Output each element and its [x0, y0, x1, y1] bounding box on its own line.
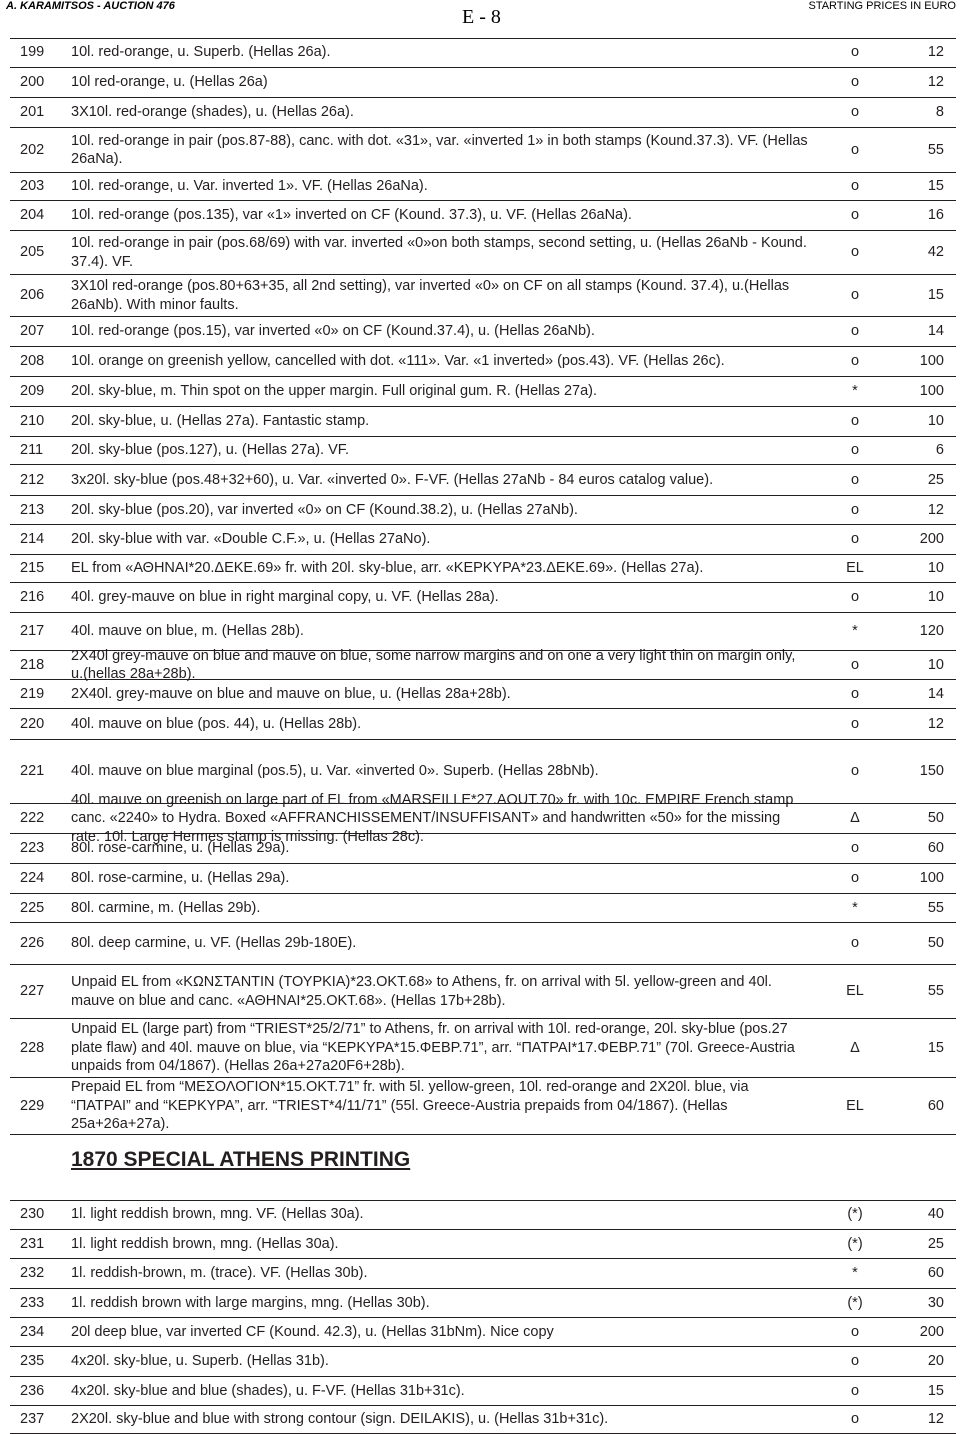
- lot-price: 100: [919, 353, 944, 370]
- lot-description: 10l. red-orange in pair (pos.87-88), canc. with dot. «31», var. «inverted 1» in both stamps (Kound.37.3). VF. (Hellas 26aNa).: [71, 132, 808, 167]
- lot-price: 15: [927, 287, 944, 304]
- lot-price: 14: [927, 323, 944, 340]
- lot-condition: o: [850, 178, 860, 195]
- lot-condition: (*): [847, 1294, 863, 1311]
- lot-price: 10: [927, 589, 944, 606]
- lot-description: Unpaid EL (large part) from “TRIEST*25/2/71” to Athens, fr. on arrival with 10l. red-orange, 20l. sky-blue (pos.27 plate flaw) and 40l. mauve on blue, via “ΚΕΡΚΥΡΑ*15.ΦΕΒΡ.71”, arr. “ΠΑΤΡΑΙ*17.ΦΕΒΡ.71” (70l. Greece-Austria unpaids from 04/1867). (Hellas 26a+27a20F6+28b).: [71, 1021, 795, 1075]
- lot-number: 203: [20, 178, 45, 195]
- lot-description: 10l. orange on greenish yellow, cancelled with dot. «111». Var. «1 inverted» (pos.43). VF. (Hellas 26c).: [71, 353, 725, 370]
- lot-condition: EL: [846, 560, 864, 577]
- lot-number: 210: [20, 413, 45, 430]
- lot-price: 120: [919, 623, 944, 640]
- lot-description: 40l. grey-mauve on blue in right marginal copy, u. VF. (Hellas 28a).: [71, 589, 499, 606]
- lot-row: [10, 407, 956, 437]
- lot-number: 207: [20, 323, 45, 340]
- lot-row: [10, 201, 956, 231]
- lot-price: 20: [927, 1353, 944, 1370]
- lot-row: [10, 1377, 956, 1406]
- lot-number: 233: [20, 1294, 45, 1311]
- lot-condition: o: [850, 840, 860, 857]
- section-title: 1870 SPECIAL ATHENS PRINTING: [71, 1148, 411, 1171]
- lot-number: 223: [20, 840, 45, 857]
- lot-number: 218: [20, 656, 45, 673]
- lot-number: 216: [20, 589, 45, 606]
- lot-number: 234: [20, 1323, 45, 1340]
- lot-number: 213: [20, 501, 45, 518]
- lot-condition: (*): [847, 1235, 863, 1252]
- lot-number: 221: [20, 763, 45, 780]
- lot-price: 15: [927, 1039, 944, 1056]
- lot-row: [10, 1406, 956, 1434]
- lot-number: 222: [20, 810, 45, 827]
- lot-condition: o: [850, 656, 860, 673]
- lot-description: 4x20l. sky-blue, u. Superb. (Hellas 31b).: [71, 1353, 329, 1370]
- lot-condition: Δ: [850, 1039, 860, 1056]
- lot-number: 204: [20, 207, 45, 224]
- lot-number: 225: [20, 899, 45, 916]
- lot-condition: o: [850, 501, 860, 518]
- page-number: E - 8: [462, 6, 501, 28]
- lot-condition: o: [850, 44, 860, 61]
- lot-description: 10l. red-orange (pos.15), var inverted «0» on CF (Kound.37.4), u. (Hellas 26aNb).: [71, 323, 595, 340]
- lot-price: 12: [927, 74, 944, 91]
- lot-price: 15: [927, 178, 944, 195]
- lot-condition: o: [850, 589, 860, 606]
- lot-condition: o: [850, 353, 860, 370]
- lot-price: 200: [919, 531, 944, 548]
- lot-description: 80l. carmine, m. (Hellas 29b).: [71, 899, 261, 916]
- lot-number: 220: [20, 715, 45, 732]
- lot-price: 200: [919, 1323, 944, 1340]
- lot-number: 205: [20, 244, 45, 261]
- lot-number: 206: [20, 287, 45, 304]
- lot-row: [10, 680, 956, 709]
- lot-number: 199: [20, 44, 45, 61]
- lot-row: [10, 1230, 956, 1259]
- lot-number: 209: [20, 383, 45, 400]
- lot-row: [10, 128, 956, 173]
- page-header: [0, 0, 960, 30]
- lot-number: 237: [20, 1411, 45, 1428]
- lot-condition: o: [850, 74, 860, 91]
- lot-condition: o: [850, 413, 860, 430]
- lot-table-1: [10, 38, 956, 1135]
- lot-condition: o: [850, 141, 860, 158]
- lot-description: Prepaid EL from “ΜΕΣΟΛΟΓΙΟΝ*15.ΟΚΤ.71” fr. with 5l. yellow-green, 10l. red-orange and 2X20l. blue, via “ΠΑΤΡΑΙ” and “ΚΕΡΚΥΡΑ”, arr. “TRIEST*4/11/71” (55l. Greece-Austria prepaids from 04/1867). (Hellas 25a+26a+27a).: [71, 1079, 749, 1132]
- lot-table-2: [10, 1200, 956, 1434]
- lot-price: 55: [927, 141, 944, 158]
- lot-price: 10: [927, 656, 944, 673]
- lot-row: [10, 709, 956, 740]
- lot-row: [10, 1200, 956, 1230]
- lot-row: [10, 98, 956, 128]
- lot-number: 211: [20, 442, 44, 459]
- lot-condition: *: [852, 899, 858, 916]
- lot-description: 10l. red-orange, u. Var. inverted 1». VF. (Hellas 26aNa).: [71, 178, 428, 195]
- lot-description: 4x20l. sky-blue and blue (shades), u. F-VF. (Hellas 31b+31c).: [71, 1382, 465, 1399]
- lot-price: 150: [919, 763, 944, 780]
- lot-description: 40l. mauve on blue (pos. 44), u. (Hellas 28b).: [71, 715, 362, 732]
- lot-condition: o: [850, 531, 860, 548]
- lot-price: 30: [927, 1294, 944, 1311]
- lot-number: 230: [20, 1206, 45, 1223]
- lot-number: 219: [20, 685, 45, 702]
- lot-description: 1l. reddish-brown, m. (trace). VF. (Hellas 30b).: [71, 1265, 368, 1282]
- lot-description: 80l. rose-carmine, u. (Hellas 29a).: [71, 840, 290, 857]
- lot-row: [10, 1289, 956, 1318]
- lot-price: 50: [927, 810, 944, 827]
- lot-condition: EL: [846, 1097, 864, 1114]
- auction-title: A. KARAMITSOS - AUCTION 476: [6, 0, 175, 12]
- lot-price: 6: [935, 442, 944, 459]
- lot-number: 227: [20, 983, 45, 1000]
- lot-condition: o: [850, 685, 860, 702]
- lot-row: [10, 68, 956, 98]
- lot-condition: o: [850, 763, 860, 780]
- lot-condition: o: [850, 1353, 860, 1370]
- lot-condition: (*): [847, 1206, 863, 1223]
- lot-condition: EL: [846, 983, 864, 1000]
- lot-price: 60: [927, 1265, 944, 1282]
- lot-price: 10: [927, 560, 944, 577]
- lot-description: EL from «ΑΘΗΝΑΙ*20.ΔΕΚΕ.69» fr. with 20l. sky-blue, arr. «ΚΕΡΚΥΡΑ*23.ΔΕΚΕ.69». (Hellas 27a).: [71, 560, 704, 577]
- lot-description: 2X40l. grey-mauve on blue and mauve on blue, u. (Hellas 28a+28b).: [71, 685, 511, 702]
- lot-description: 40l. mauve on blue marginal (pos.5), u. Var. «inverted 0». Superb. (Hellas 28bNb).: [71, 763, 599, 780]
- lot-number: 208: [20, 353, 45, 370]
- lot-description: 10l. red-orange, u. Superb. (Hellas 26a).: [71, 44, 331, 61]
- lot-number: 235: [20, 1353, 45, 1370]
- prices-note: STARTING PRICES IN EURO: [808, 0, 956, 12]
- lot-description: 1l. light reddish brown, mng. (Hellas 30a).: [71, 1235, 339, 1252]
- lot-description: 40l. mauve on blue, m. (Hellas 28b).: [71, 623, 304, 640]
- lot-description: 20l deep blue, var inverted CF (Kound. 42.3), u. (Hellas 31bNm). Nice copy: [71, 1323, 554, 1340]
- lot-condition: *: [852, 623, 858, 640]
- lot-price: 60: [927, 1097, 944, 1114]
- lot-row: [10, 496, 956, 525]
- lot-row: [10, 437, 956, 465]
- lot-number: 224: [20, 870, 45, 887]
- lot-description: 20l. sky-blue (pos.20), var inverted «0» on CF (Kound.38.2), u. (Hellas 27aNb).: [71, 501, 578, 518]
- lot-row: [10, 377, 956, 407]
- lot-price: 15: [927, 1382, 944, 1399]
- lot-row: [10, 894, 956, 923]
- lot-row: [10, 465, 956, 496]
- lot-number: 217: [20, 623, 45, 640]
- lot-row: [10, 231, 956, 275]
- lot-description: 10l. red-orange in pair (pos.68/69) with var. inverted «0»on both stamps, second setting, u. (Hellas 26aNb - Kound. 37.4). VF.: [71, 235, 807, 270]
- lot-condition: o: [850, 323, 860, 340]
- lot-number: 214: [20, 531, 45, 548]
- lot-price: 12: [927, 44, 944, 61]
- lot-price: 10: [927, 413, 944, 430]
- lot-price: 8: [935, 104, 944, 121]
- lot-number: 201: [20, 104, 45, 121]
- lot-number: 236: [20, 1382, 45, 1399]
- lot-description: 20l. sky-blue with var. «Double C.F.», u. (Hellas 27aNo).: [71, 531, 431, 548]
- lot-row: [10, 1347, 956, 1377]
- lot-row: [10, 1318, 956, 1347]
- lot-condition: o: [850, 715, 860, 732]
- lot-price: 42: [927, 244, 944, 261]
- lot-row: [10, 834, 956, 864]
- lot-number: 215: [20, 560, 45, 577]
- lot-row: [10, 965, 956, 1019]
- lot-price: 25: [927, 471, 944, 488]
- lot-description: 2X40l grey-mauve on blue and mauve on blue, some narrow margins and on one a very light thin on margin only, u.(hellas 28a+28b).: [71, 647, 796, 682]
- lot-price: 25: [927, 1235, 944, 1252]
- lot-description: 80l. rose-carmine, u. (Hellas 29a).: [71, 870, 290, 887]
- lot-price: 55: [927, 899, 944, 916]
- lot-price: 55: [927, 983, 944, 1000]
- lot-condition: Δ: [850, 810, 860, 827]
- lot-row: [10, 791, 956, 845]
- lot-price: 50: [927, 935, 944, 952]
- lot-price: 60: [927, 840, 944, 857]
- lot-row: [10, 173, 956, 201]
- lot-price: 14: [927, 685, 944, 702]
- lot-row: [10, 647, 956, 682]
- lot-description: Unpaid EL from «ΚΩΝΣΤΑΝΤΙΝ (ΤΟΥΡΚΙΑ)*23.ΟΚΤ.68» to Athens, fr. on arrival with 5l. yellow-green and 40l. mauve on blue and canc. «ΑΘΗΝΑΙ*25.ΟΚΤ.68». (Hellas 17b+28b).: [71, 974, 772, 1009]
- lot-number: 212: [20, 471, 45, 488]
- lot-price: 12: [927, 501, 944, 518]
- lot-description: 3X10l red-orange (pos.80+63+35, all 2nd setting), var inverted «0» on CF on all stamps (Kound. 37.4), u.(Hellas 26aNb). With minor faults.: [71, 278, 790, 313]
- lot-row: [10, 347, 956, 377]
- lot-condition: o: [850, 244, 860, 261]
- lot-row: [10, 555, 956, 583]
- lot-condition: o: [850, 471, 860, 488]
- lot-condition: o: [850, 104, 860, 121]
- lot-row: [10, 38, 956, 68]
- lot-row: [10, 275, 956, 317]
- lot-row: [10, 525, 956, 555]
- lot-row: [10, 1259, 956, 1289]
- lot-description: 1l. light reddish brown, mng. VF. (Hellas 30a).: [71, 1206, 364, 1223]
- lot-description: 80l. deep carmine, u. VF. (Hellas 29b-180E).: [71, 935, 357, 952]
- lot-number: 226: [20, 935, 45, 952]
- lot-row: [10, 1078, 956, 1135]
- lot-condition: o: [850, 207, 860, 224]
- lot-condition: o: [850, 442, 860, 459]
- lot-condition: o: [850, 935, 860, 952]
- lot-row: [10, 583, 956, 613]
- lot-number: 202: [20, 141, 45, 158]
- lot-price: 100: [919, 870, 944, 887]
- lot-price: 40: [927, 1206, 944, 1223]
- lot-description: 10l red-orange, u. (Hellas 26a): [71, 74, 268, 91]
- lot-price: 100: [919, 383, 944, 400]
- lot-description: 3X10l. red-orange (shades), u. (Hellas 26a).: [71, 104, 354, 121]
- lot-description: 2X20l. sky-blue and blue with strong contour (sign. DEILAKIS), u. (Hellas 31b+31c).: [71, 1411, 609, 1428]
- lot-condition: o: [850, 1411, 860, 1428]
- lot-price: 16: [927, 207, 944, 224]
- lot-number: 228: [20, 1039, 45, 1056]
- lot-condition: o: [850, 1382, 860, 1399]
- lot-condition: o: [850, 287, 860, 304]
- lot-price: 12: [927, 1411, 944, 1428]
- lot-description: 20l. sky-blue, m. Thin spot on the upper margin. Full original gum. R. (Hellas 27a).: [71, 383, 598, 400]
- lot-condition: *: [852, 1265, 858, 1282]
- lot-row: [10, 923, 956, 965]
- lot-row: [10, 317, 956, 347]
- lot-description: 3x20l. sky-blue (pos.48+32+60), u. Var. «inverted 0». F-VF. (Hellas 27aNb - 84 euros catalog value).: [71, 471, 714, 488]
- lot-description: 10l. red-orange (pos.135), var «1» inverted on CF (Kound. 37.3), u. VF. (Hellas 26aNa).: [71, 207, 632, 224]
- lot-description: 1l. reddish brown with large margins, mng. (Hellas 30b).: [71, 1294, 430, 1311]
- lot-row: [10, 1019, 956, 1078]
- lot-row: [10, 613, 956, 651]
- lot-number: 231: [20, 1235, 45, 1252]
- lot-description: 20l. sky-blue (pos.127), u. (Hellas 27a). VF.: [71, 442, 350, 459]
- lot-number: 232: [20, 1265, 45, 1282]
- lot-condition: o: [850, 1323, 860, 1340]
- lot-number: 229: [20, 1097, 45, 1114]
- lot-description: 40l. mauve on greenish on large part of EL from «MARSEILLE*27.AOUT.70» fr. with 10c. EMPIRE French stamp canc. «2240» to Hydra. Boxed «AFFRANCHISSEMENT/INSUFFISANT» and handwritten «50» for the missing rate. 10l. Large Hermes stamp is missing. (Hellas 28c).: [71, 791, 794, 845]
- lot-row: [10, 864, 956, 894]
- lot-condition: *: [852, 383, 858, 400]
- lot-price: 12: [927, 715, 944, 732]
- lot-number: 200: [20, 74, 45, 91]
- lot-description: 20l. sky-blue, u. (Hellas 27a). Fantastic stamp.: [71, 413, 370, 430]
- lot-condition: o: [850, 870, 860, 887]
